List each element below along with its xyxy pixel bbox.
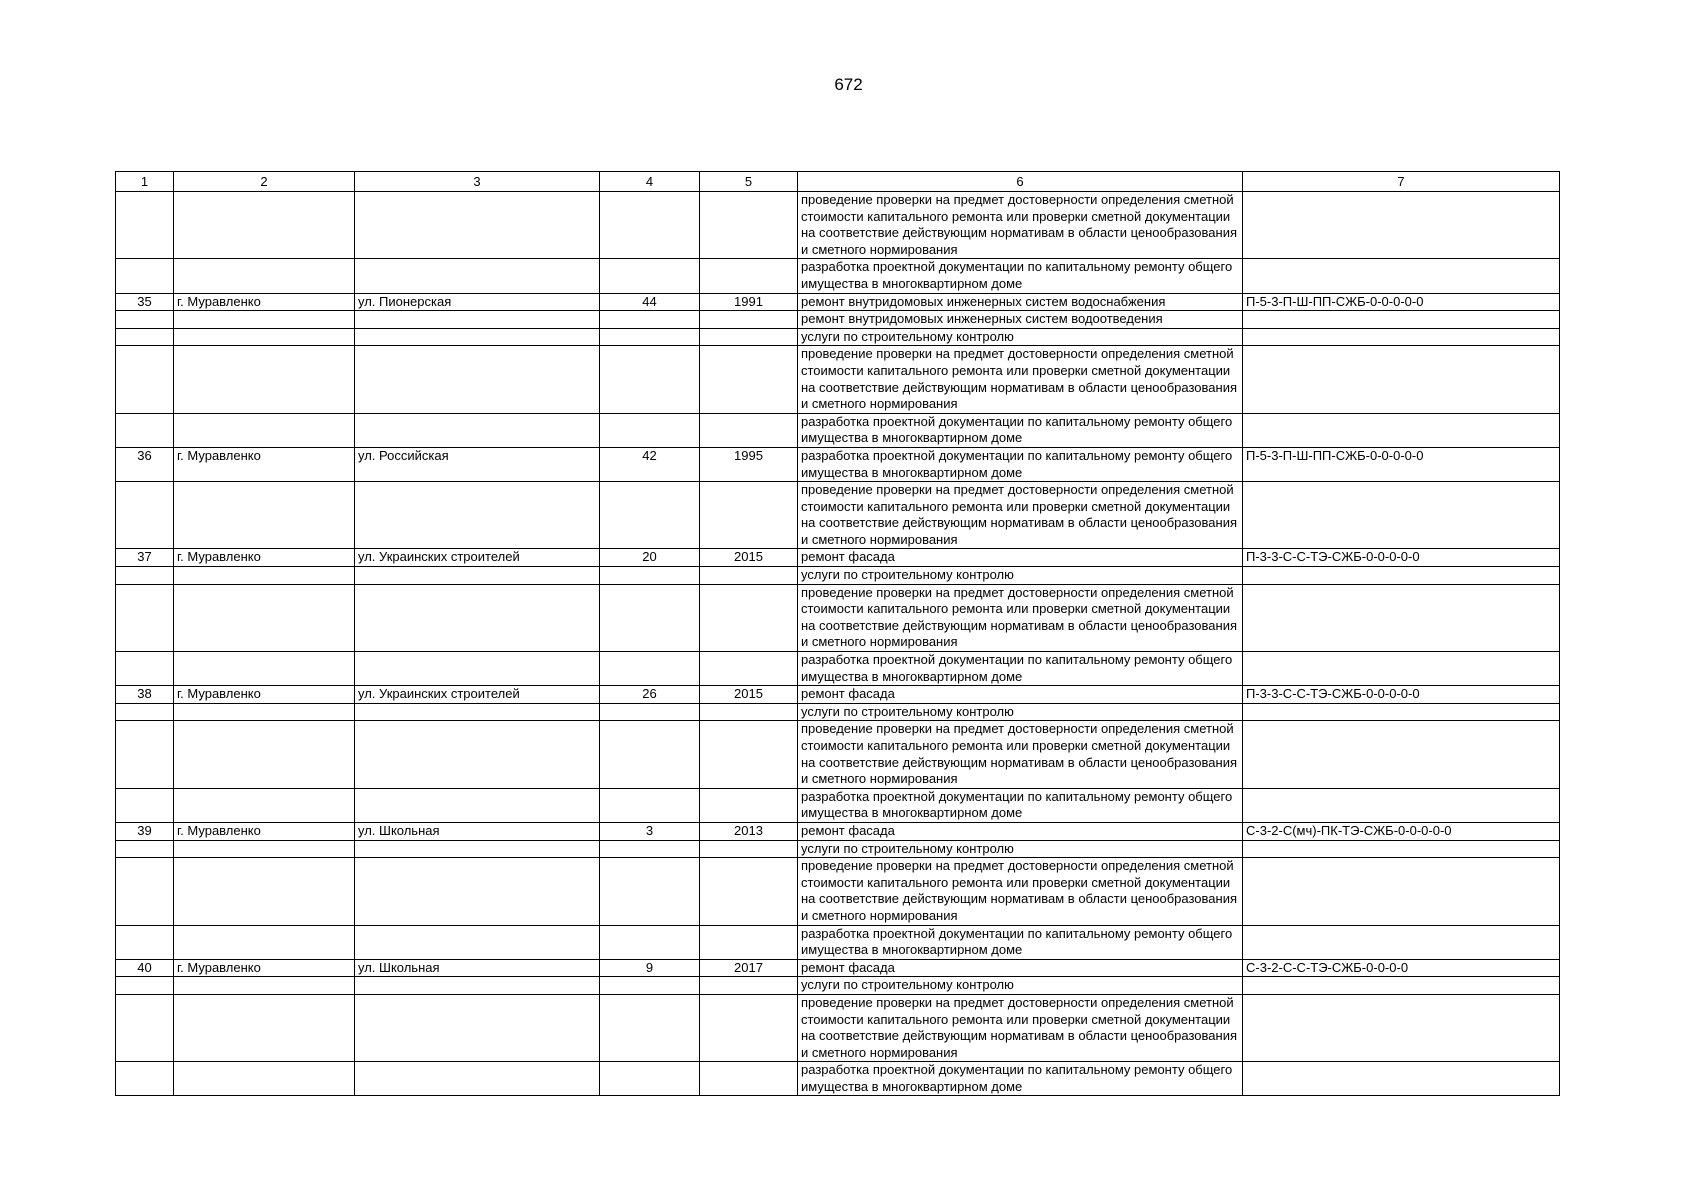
building-code-cell (1243, 192, 1560, 259)
street-cell (355, 788, 600, 822)
header-col-1: 1 (116, 172, 174, 192)
house-number-cell (600, 311, 700, 329)
year-cell (700, 482, 798, 549)
building-code-cell: П-3-3-С-С-ТЭ-СЖБ-0-0-0-0-0 (1243, 686, 1560, 704)
city-cell (174, 703, 355, 721)
year-cell (700, 346, 798, 413)
street-cell (355, 858, 600, 925)
house-number-cell: 44 (600, 293, 700, 311)
house-number-cell: 9 (600, 959, 700, 977)
street-cell: ул. Школьная (355, 959, 600, 977)
work-type-cell: проведение проверки на предмет достоверности определения сметной стоимости капитального ремонта или проверки сметной документации на соответствие действующим нормативам в области ценообразования и сметного нормирования (798, 721, 1243, 788)
work-type-cell: проведение проверки на предмет достоверности определения сметной стоимости капитального ремонта или проверки сметной документации на соответствие действующим нормативам в области ценообразования и сметного нормирования (798, 482, 1243, 549)
house-number-cell (600, 413, 700, 447)
street-cell (355, 977, 600, 995)
city-cell (174, 721, 355, 788)
house-number-cell: 20 (600, 549, 700, 567)
work-type-cell: разработка проектной документации по капитальному ремонту общего имущества в многоквартирном доме (798, 1062, 1243, 1096)
work-type-cell: разработка проектной документации по капитальному ремонту общего имущества в многоквартирном доме (798, 652, 1243, 686)
table-row (116, 686, 1560, 704)
year-cell (700, 259, 798, 293)
table-row (116, 822, 1560, 840)
city-cell (174, 652, 355, 686)
year-cell: 2013 (700, 822, 798, 840)
city-cell (174, 840, 355, 858)
city-cell (174, 413, 355, 447)
street-cell (355, 328, 600, 346)
work-type-cell: услуги по строительному контролю (798, 567, 1243, 585)
building-code-cell (1243, 413, 1560, 447)
building-code-cell: С-3-2-С-С-ТЭ-СЖБ-0-0-0-0 (1243, 959, 1560, 977)
num-cell: 38 (116, 686, 174, 704)
year-cell: 2015 (700, 549, 798, 567)
house-number-cell (600, 721, 700, 788)
street-cell (355, 1062, 600, 1096)
table-row (116, 447, 1560, 481)
year-cell: 1991 (700, 293, 798, 311)
num-cell (116, 1062, 174, 1096)
house-number-cell (600, 652, 700, 686)
table-row (116, 703, 1560, 721)
city-cell (174, 994, 355, 1061)
num-cell (116, 328, 174, 346)
num-cell (116, 925, 174, 959)
work-type-cell: проведение проверки на предмет достоверности определения сметной стоимости капитального ремонта или проверки сметной документации на соответствие действующим нормативам в области ценообразования и сметного нормирования (798, 858, 1243, 925)
work-type-cell: проведение проверки на предмет достоверности определения сметной стоимости капитального ремонта или проверки сметной документации на соответствие действующим нормативам в области ценообразования и сметного нормирования (798, 192, 1243, 259)
house-number-cell (600, 788, 700, 822)
header-col-7: 7 (1243, 172, 1560, 192)
city-cell (174, 567, 355, 585)
house-number-cell (600, 858, 700, 925)
city-cell: г. Муравленко (174, 293, 355, 311)
work-type-cell: услуги по строительному контролю (798, 977, 1243, 995)
house-number-cell (600, 1062, 700, 1096)
num-cell (116, 858, 174, 925)
work-type-cell: услуги по строительному контролю (798, 703, 1243, 721)
num-cell (116, 703, 174, 721)
work-type-cell: услуги по строительному контролю (798, 840, 1243, 858)
header-row (116, 172, 1560, 192)
city-cell (174, 858, 355, 925)
page-number: 672 (834, 75, 863, 94)
year-cell (700, 925, 798, 959)
building-code-cell (1243, 994, 1560, 1061)
building-code-cell (1243, 977, 1560, 995)
city-cell (174, 328, 355, 346)
num-cell: 35 (116, 293, 174, 311)
street-cell (355, 584, 600, 651)
street-cell (355, 346, 600, 413)
table-row (116, 994, 1560, 1061)
year-cell (700, 721, 798, 788)
street-cell (355, 840, 600, 858)
num-cell (116, 652, 174, 686)
table-row (116, 652, 1560, 686)
street-cell (355, 192, 600, 259)
city-cell: г. Муравленко (174, 549, 355, 567)
table-row (116, 977, 1560, 995)
building-code-cell (1243, 721, 1560, 788)
table-row (116, 549, 1560, 567)
work-type-cell: проведение проверки на предмет достоверности определения сметной стоимости капитального ремонта или проверки сметной документации на соответствие действующим нормативам в области ценообразования и сметного нормирования (798, 994, 1243, 1061)
year-cell (700, 311, 798, 329)
street-cell (355, 652, 600, 686)
num-cell (116, 346, 174, 413)
house-number-cell (600, 925, 700, 959)
street-cell: ул. Пионерская (355, 293, 600, 311)
num-cell (116, 584, 174, 651)
table-row (116, 567, 1560, 585)
house-number-cell (600, 259, 700, 293)
header-col-4: 4 (600, 172, 700, 192)
city-cell (174, 192, 355, 259)
street-cell (355, 925, 600, 959)
table-body (116, 192, 1560, 1096)
num-cell (116, 413, 174, 447)
num-cell (116, 788, 174, 822)
year-cell (700, 413, 798, 447)
street-cell (355, 721, 600, 788)
num-cell (116, 482, 174, 549)
building-code-cell (1243, 346, 1560, 413)
num-cell (116, 567, 174, 585)
work-type-cell: проведение проверки на предмет достоверности определения сметной стоимости капитального ремонта или проверки сметной документации на соответствие действующим нормативам в области ценообразования и сметного нормирования (798, 346, 1243, 413)
year-cell (700, 858, 798, 925)
building-code-cell: П-3-3-С-С-ТЭ-СЖБ-0-0-0-0-0 (1243, 549, 1560, 567)
year-cell (700, 584, 798, 651)
num-cell (116, 721, 174, 788)
house-number-cell (600, 977, 700, 995)
table-row (116, 328, 1560, 346)
building-code-cell: П-5-3-П-Ш-ПП-СЖБ-0-0-0-0-0 (1243, 447, 1560, 481)
table-row (116, 840, 1560, 858)
building-code-cell: П-5-3-П-Ш-ПП-СЖБ-0-0-0-0-0 (1243, 293, 1560, 311)
num-cell: 37 (116, 549, 174, 567)
house-number-cell (600, 567, 700, 585)
table-row (116, 346, 1560, 413)
year-cell (700, 703, 798, 721)
house-number-cell (600, 346, 700, 413)
header-col-2: 2 (174, 172, 355, 192)
work-type-cell: ремонт фасада (798, 549, 1243, 567)
street-cell: ул. Российская (355, 447, 600, 481)
building-code-cell (1243, 328, 1560, 346)
building-code-cell (1243, 925, 1560, 959)
table-row (116, 413, 1560, 447)
table-row (116, 1062, 1560, 1096)
house-number-cell (600, 482, 700, 549)
num-cell: 40 (116, 959, 174, 977)
house-number-cell (600, 584, 700, 651)
street-cell (355, 703, 600, 721)
building-code-cell (1243, 311, 1560, 329)
num-cell: 36 (116, 447, 174, 481)
header-col-6: 6 (798, 172, 1243, 192)
num-cell: 39 (116, 822, 174, 840)
num-cell (116, 994, 174, 1061)
city-cell (174, 977, 355, 995)
work-type-cell: разработка проектной документации по капитальному ремонту общего имущества в многоквартирном доме (798, 413, 1243, 447)
house-number-cell: 26 (600, 686, 700, 704)
works-table (115, 171, 1560, 1096)
year-cell: 1995 (700, 447, 798, 481)
year-cell (700, 977, 798, 995)
city-cell (174, 346, 355, 413)
building-code-cell: С-3-2-С(мч)-ПК-ТЭ-СЖБ-0-0-0-0-0 (1243, 822, 1560, 840)
year-cell (700, 567, 798, 585)
table-row (116, 858, 1560, 925)
work-type-cell: проведение проверки на предмет достоверности определения сметной стоимости капитального ремонта или проверки сметной документации на соответствие действующим нормативам в области ценообразования и сметного нормирования (798, 584, 1243, 651)
table-row (116, 311, 1560, 329)
num-cell (116, 311, 174, 329)
street-cell (355, 482, 600, 549)
table-row (116, 259, 1560, 293)
building-code-cell (1243, 482, 1560, 549)
house-number-cell (600, 994, 700, 1061)
city-cell: г. Муравленко (174, 686, 355, 704)
table-row (116, 293, 1560, 311)
num-cell (116, 192, 174, 259)
table-row (116, 584, 1560, 651)
num-cell (116, 259, 174, 293)
city-cell: г. Муравленко (174, 822, 355, 840)
street-cell (355, 567, 600, 585)
work-type-cell: разработка проектной документации по капитальному ремонту общего имущества в многоквартирном доме (798, 925, 1243, 959)
street-cell: ул. Украинских строителей (355, 686, 600, 704)
table-row (116, 482, 1560, 549)
city-cell: г. Муравленко (174, 959, 355, 977)
header-col-5: 5 (700, 172, 798, 192)
building-code-cell (1243, 858, 1560, 925)
table-row (116, 959, 1560, 977)
work-type-cell: услуги по строительному контролю (798, 328, 1243, 346)
table-row (116, 192, 1560, 259)
street-cell (355, 994, 600, 1061)
city-cell (174, 925, 355, 959)
work-type-cell: ремонт фасада (798, 686, 1243, 704)
table-header (116, 172, 1560, 192)
building-code-cell (1243, 840, 1560, 858)
building-code-cell (1243, 652, 1560, 686)
city-cell: г. Муравленко (174, 447, 355, 481)
table-row (116, 788, 1560, 822)
building-code-cell (1243, 567, 1560, 585)
city-cell (174, 1062, 355, 1096)
building-code-cell (1243, 703, 1560, 721)
year-cell (700, 1062, 798, 1096)
street-cell (355, 413, 600, 447)
table-row (116, 721, 1560, 788)
work-type-cell: ремонт внутридомовых инженерных систем водоотведения (798, 311, 1243, 329)
year-cell (700, 328, 798, 346)
building-code-cell (1243, 259, 1560, 293)
building-code-cell (1243, 788, 1560, 822)
work-type-cell: разработка проектной документации по капитальному ремонту общего имущества в многоквартирном доме (798, 259, 1243, 293)
house-number-cell (600, 192, 700, 259)
year-cell (700, 192, 798, 259)
table-row (116, 925, 1560, 959)
street-cell: ул. Украинских строителей (355, 549, 600, 567)
work-type-cell: ремонт фасада (798, 822, 1243, 840)
street-cell (355, 259, 600, 293)
year-cell (700, 788, 798, 822)
year-cell (700, 994, 798, 1061)
house-number-cell (600, 328, 700, 346)
year-cell: 2015 (700, 686, 798, 704)
house-number-cell (600, 840, 700, 858)
building-code-cell (1243, 584, 1560, 651)
house-number-cell (600, 703, 700, 721)
street-cell (355, 311, 600, 329)
num-cell (116, 840, 174, 858)
work-type-cell: разработка проектной документации по капитальному ремонту общего имущества в многоквартирном доме (798, 788, 1243, 822)
city-cell (174, 259, 355, 293)
building-code-cell (1243, 1062, 1560, 1096)
street-cell: ул. Школьная (355, 822, 600, 840)
year-cell: 2017 (700, 959, 798, 977)
work-type-cell: разработка проектной документации по капитальному ремонту общего имущества в многоквартирном доме (798, 447, 1243, 481)
house-number-cell: 3 (600, 822, 700, 840)
house-number-cell: 42 (600, 447, 700, 481)
city-cell (174, 311, 355, 329)
city-cell (174, 788, 355, 822)
year-cell (700, 840, 798, 858)
work-type-cell: ремонт фасада (798, 959, 1243, 977)
header-col-3: 3 (355, 172, 600, 192)
year-cell (700, 652, 798, 686)
work-type-cell: ремонт внутридомовых инженерных систем водоснабжения (798, 293, 1243, 311)
num-cell (116, 977, 174, 995)
city-cell (174, 482, 355, 549)
city-cell (174, 584, 355, 651)
